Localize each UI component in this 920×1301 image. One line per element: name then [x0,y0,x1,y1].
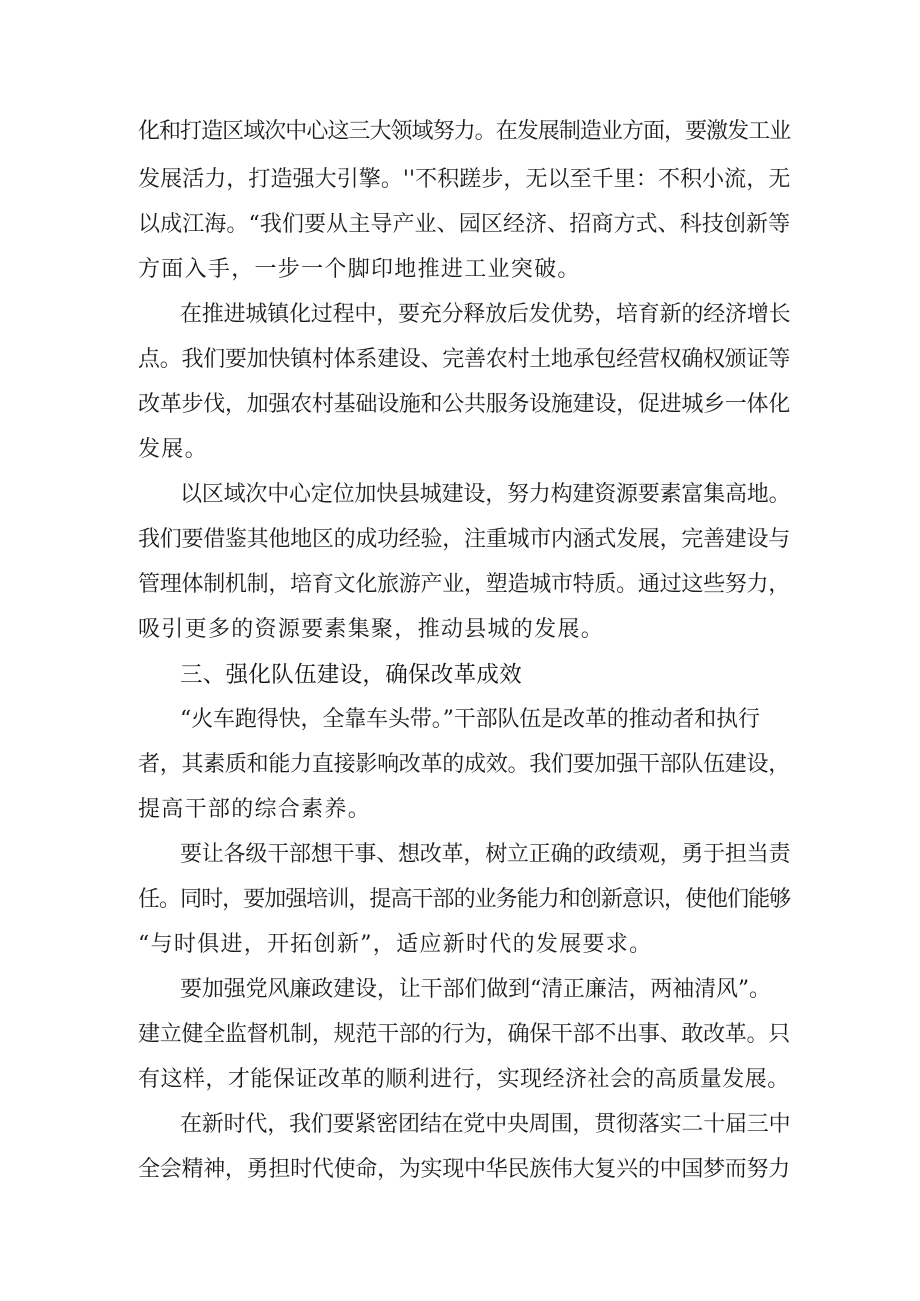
paragraph-first-line: 在新时代，我们要紧密团结在党中央周围，贯彻落实二十届三中 [180,1112,791,1137]
paragraph-first-line: 在推进城镇化过程中，要充分释放后发优势，培育新的经济增长 [180,302,791,327]
paragraph-line: 化和打造区域次中心这三大领域努力。在发展制造业方面，要激发工业 [138,119,791,144]
paragraph-line: 发展活力，打造强大引擎。''不积蹉步，无以至千里：不积小流，无 [138,167,791,192]
paragraph-line: 吸引更多的资源要素集聚，推动县城的发展。 [138,617,605,642]
paragraph-line: “与时俱进，开拓创新”，适应新时代的发展要求。 [138,932,653,957]
paragraph-line: 管理体制机制，培育文化旅游产业，塑造城市特质。通过这些努力， [138,572,791,597]
paragraph-line: 者，其素质和能力直接影响改革的成效。我们要加强干部队伍建设， [138,752,791,777]
paragraph-line: 有这样，才能保证改革的顺利进行，实现经济社会的高质量发展。 [138,1067,790,1092]
paragraph-first-line: “火车跑得快，全靠车头带。”干部队伍是改革的推动者和执行 [180,707,760,732]
paragraph-first-line: 以区域次中心定位加快县城建设，努力构建资源要素富集高地。 [180,482,791,507]
paragraph-line: 点。我们要加快镇村体系建设、完善农村土地承包经营权确权颁证等 [138,347,791,372]
paragraph-line: 改革步伐，加强农村基础设施和公共服务设施建设，促进城乡一体化 [138,392,791,417]
section-heading: 三、强化队伍建设，确保改革成效 [180,662,523,688]
paragraph-line: 任。同时，要加强培训，提高干部的业务能力和创新意识，使他们能够 [138,887,791,912]
paragraph-line: 提高干部的综合素养。 [138,797,372,822]
paragraph-first-line: 要让各级干部想干事、想改革，树立正确的政绩观，勇于担当责 [180,842,791,867]
paragraph-line: 以成江海。“我们要从主导产业、园区经济、招商方式、科技创新等 [138,212,791,237]
paragraph-first-line: 要加强党风廉政建设，让干部们做到“清正廉洁，两袖清风”。 [180,977,771,1002]
paragraph-line: 发展。 [138,437,208,462]
paragraph-line: 我们要借鉴其他地区的成功经验，注重城市内涵式发展，完善建设与 [138,527,791,552]
paragraph-line: 方面入手，一步一个脚印地推进工业突破。 [138,257,581,282]
paragraph-line: 全会精神，勇担时代使命，为实现中华民族伟大复兴的中国梦而努力 [138,1157,791,1182]
paragraph-line: 建立健全监督机制，规范干部的行为，确保干部不出事、敢改革。只 [138,1022,791,1047]
